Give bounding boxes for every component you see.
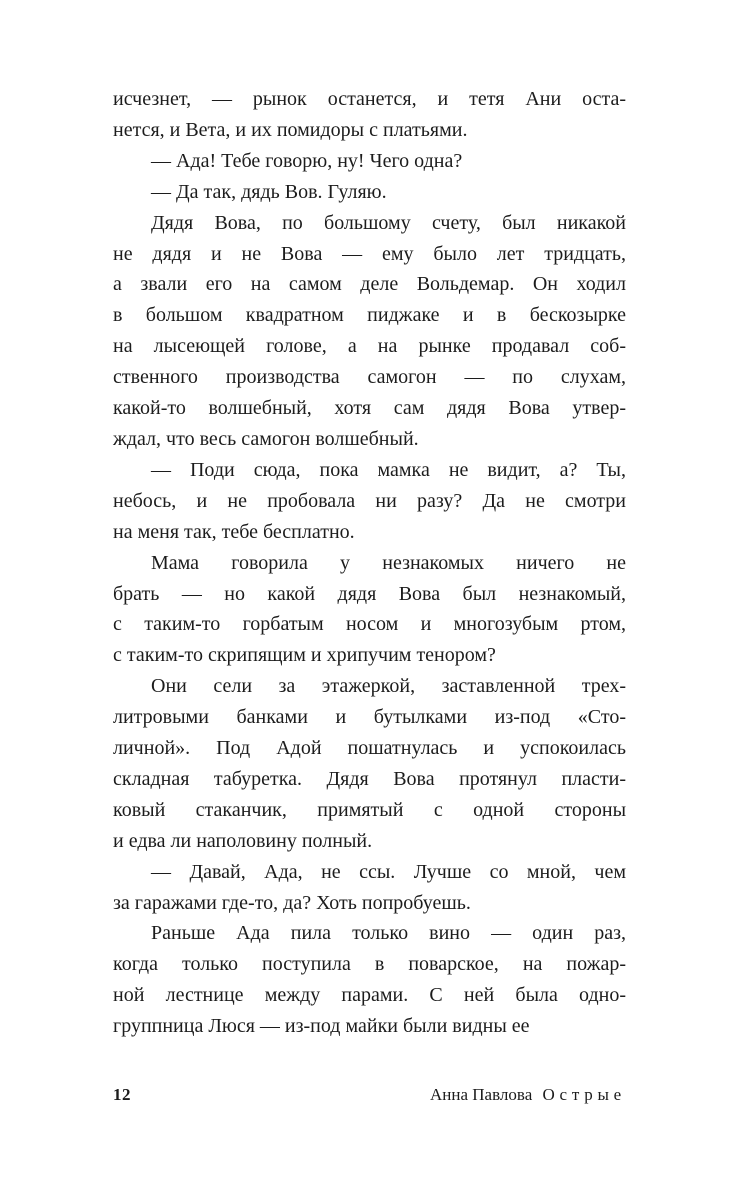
text-line: за гаражами где-то, да? Хоть попробуешь. bbox=[113, 891, 471, 914]
text-line: литровыми банками и бутылками из-под «Сто- bbox=[113, 706, 626, 729]
book-title: Острые bbox=[542, 1085, 626, 1104]
text-line: Они сели за этажеркой, заставленной трех- bbox=[151, 675, 626, 698]
paragraph bbox=[113, 208, 626, 455]
paragraph bbox=[113, 177, 626, 208]
text-line: Раньше Ада пила только вино — один раз, bbox=[151, 922, 626, 945]
text-line: исчезнет, — рынок останется, и тетя Ани оста- bbox=[113, 88, 626, 110]
paragraph bbox=[113, 671, 626, 856]
text-line: — Да так, дядь Вов. Гуляю. bbox=[151, 180, 387, 203]
paragraph bbox=[113, 84, 626, 146]
text-line: и едва ли наполовину полный. bbox=[113, 829, 373, 852]
paragraph bbox=[113, 918, 626, 1042]
text-line: брать — но какой дядя Вова был незнакомый, bbox=[113, 582, 626, 605]
text-line: — Поди сюда, пока мамка не видит, а? Ты, bbox=[151, 458, 626, 481]
page-footer bbox=[113, 1084, 626, 1106]
text-line: в большом квадратном пиджаке и в бескозырке bbox=[113, 304, 626, 327]
text-line: на лысеющей голове, а на рынке продавал соб- bbox=[113, 335, 626, 358]
text-line: когда только поступила в поварское, на пожар- bbox=[113, 953, 626, 976]
text-line: ковый стаканчик, примятый с одной стороны bbox=[113, 798, 626, 821]
text-line: — Давай, Ада, не ссы. Лучше со мной, чем bbox=[151, 860, 626, 883]
text-line: — Ада! Тебе говорю, ну! Чего одна? bbox=[151, 149, 463, 172]
text-line: Дядя Вова, по большому счету, был никакой bbox=[151, 211, 626, 234]
page-number: 12 bbox=[113, 1085, 131, 1104]
running-title bbox=[430, 1084, 626, 1106]
page-text bbox=[113, 84, 626, 1042]
paragraph bbox=[113, 146, 626, 177]
text-line: а звали его на самом деле Вольдемар. Он ходил bbox=[113, 273, 626, 296]
text-line: не дядя и не Вова — ему было лет тридцать, bbox=[113, 242, 626, 265]
paragraph bbox=[113, 455, 626, 548]
text-line: ственного производства самогон — по слухам, bbox=[113, 366, 626, 389]
text-line: на меня так, тебе бесплатно. bbox=[113, 520, 355, 543]
text-line: Мама говорила у незнакомых ничего не bbox=[151, 551, 626, 574]
paragraph bbox=[113, 857, 626, 919]
text-line: какой-то волшебный, хотя сам дядя Вова утвер- bbox=[113, 397, 626, 420]
text-line: ной лестнице между парами. С ней была одно- bbox=[113, 984, 626, 1007]
author-name: Анна Павлова bbox=[430, 1085, 533, 1104]
text-line: с таким-то горбатым носом и многозубым ртом, bbox=[113, 613, 626, 636]
text-line: с таким-то скрипящим и хрипучим тенором? bbox=[113, 644, 496, 667]
text-line: группница Люся — из-под майки были видны ее bbox=[113, 1015, 530, 1038]
text-line: небось, и не пробовала ни разу? Да не смотри bbox=[113, 489, 626, 512]
text-line: ждал, что весь самогон волшебный. bbox=[113, 427, 419, 450]
text-line: нется, и Вета, и их помидоры с платьями. bbox=[113, 118, 468, 141]
text-line: складная табуретка. Дядя Вова протянул пласти- bbox=[113, 767, 626, 790]
text-line: личной». Под Адой пошатнулась и успокоилась bbox=[113, 737, 626, 760]
paragraph bbox=[113, 548, 626, 672]
